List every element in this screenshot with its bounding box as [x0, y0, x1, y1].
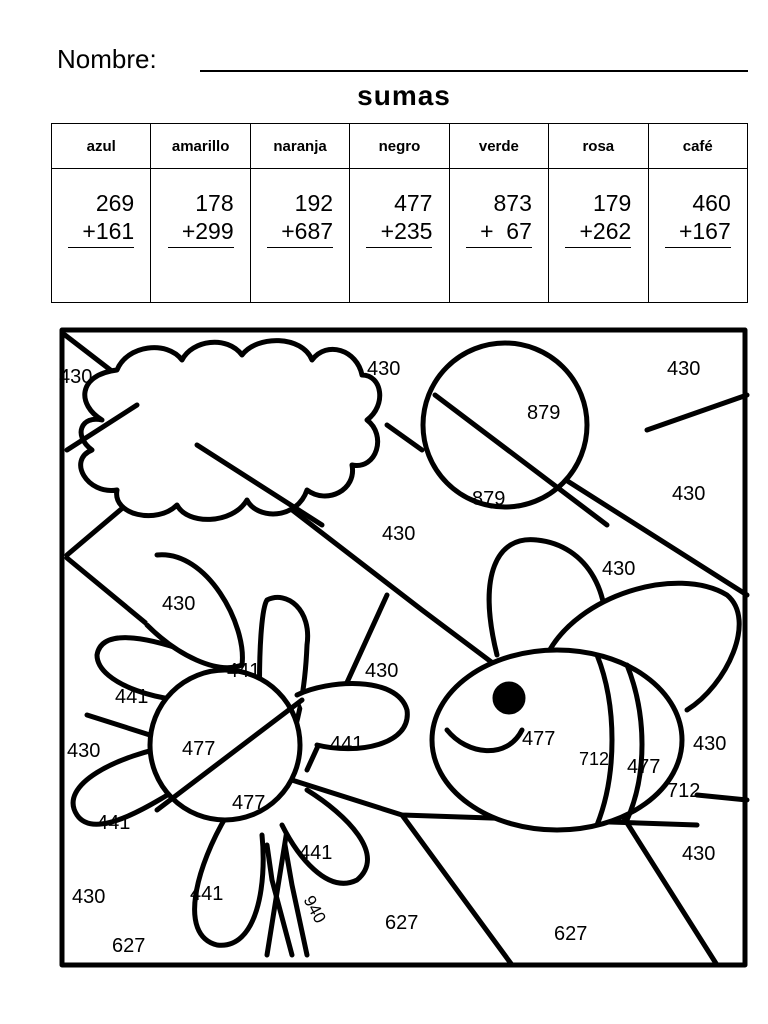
addend-top: 269: [95, 190, 135, 216]
number-label: 441: [115, 686, 149, 708]
addition-problem: [168, 189, 234, 248]
number-label: 430: [693, 733, 727, 755]
number-label: 879: [527, 402, 561, 424]
number-label: 627: [112, 935, 146, 957]
addend-top: 477: [394, 190, 433, 216]
number-label: 627: [385, 912, 419, 934]
addition-problem: [366, 189, 432, 248]
problem-cell[interactable]: [350, 169, 449, 303]
bee-body: [432, 650, 682, 830]
problem-cell[interactable]: [449, 169, 548, 303]
addition-problem: [665, 189, 731, 248]
addend-bottom: +161: [68, 217, 134, 248]
number-label: 627: [554, 923, 588, 945]
region-line: [697, 795, 747, 800]
color-header: amarillo: [151, 124, 250, 169]
number-label: 430: [602, 558, 636, 580]
addend-bottom: +262: [565, 217, 631, 248]
addition-problem: [267, 189, 333, 248]
number-label: 430: [682, 843, 716, 865]
color-header: café: [648, 124, 747, 169]
number-label: 441: [190, 883, 224, 905]
number-label: 477: [627, 756, 661, 778]
number-label: 477: [182, 738, 216, 760]
color-header: naranja: [250, 124, 349, 169]
name-line[interactable]: [200, 70, 748, 72]
problem-cell[interactable]: [151, 169, 250, 303]
addition-problem: [68, 189, 134, 248]
number-label: 879: [472, 488, 506, 510]
number-label: 430: [67, 740, 101, 762]
number-label: 477: [522, 728, 556, 750]
color-header: verde: [449, 124, 548, 169]
region-line: [402, 815, 512, 965]
problem-cell[interactable]: [52, 169, 151, 303]
region-line: [387, 425, 422, 450]
addend-top: 460: [692, 190, 731, 216]
number-label: 477: [232, 792, 266, 814]
addend-top: 873: [493, 190, 532, 216]
number-label: 712: [667, 780, 701, 802]
addend-bottom: +687: [267, 217, 333, 248]
problem-cell[interactable]: [250, 169, 349, 303]
region-line: [622, 815, 717, 965]
number-label: 441: [330, 733, 364, 755]
number-label: 441: [299, 842, 333, 864]
cloud-shape: [81, 341, 380, 520]
color-key-table: [51, 123, 748, 303]
color-header: negro: [350, 124, 449, 169]
worksheet-title: sumas: [357, 80, 451, 111]
sun-circle: [423, 343, 587, 507]
addend-bottom: +167: [665, 217, 731, 248]
number-label: 430: [667, 358, 701, 380]
addend-bottom: +299: [168, 217, 234, 248]
picture-svg: [57, 325, 750, 970]
number-label: 430: [382, 523, 416, 545]
number-label: 430: [72, 886, 106, 908]
name-label: Nombre:: [57, 44, 157, 74]
addition-problem: [565, 189, 631, 248]
number-label: 940: [299, 892, 330, 927]
problem-cell[interactable]: [648, 169, 747, 303]
addend-top: 178: [195, 190, 234, 216]
color-header-row: [52, 124, 748, 169]
flower-petal: [282, 790, 367, 883]
color-header: azul: [52, 124, 151, 169]
addend-top: 192: [294, 190, 334, 216]
color-header: rosa: [549, 124, 648, 169]
number-label: 441: [97, 812, 131, 834]
addend-bottom: + 67: [466, 217, 532, 248]
addition-problem: [466, 189, 532, 248]
number-label: 430: [672, 483, 706, 505]
number-label: 430: [162, 593, 196, 615]
bee-eye: [495, 684, 523, 712]
number-label: 430: [365, 660, 399, 682]
number-label: 430: [367, 358, 401, 380]
flower-petal: [195, 815, 264, 945]
color-by-number-picture: [57, 325, 750, 970]
addend-bottom: +235: [366, 217, 432, 248]
region-line: [647, 395, 747, 430]
number-label: 441: [227, 660, 261, 682]
number-label: 712: [579, 749, 610, 769]
addend-top: 179: [592, 190, 632, 216]
problem-row: [52, 169, 748, 303]
problem-cell[interactable]: [549, 169, 648, 303]
number-label: 430: [59, 366, 93, 388]
